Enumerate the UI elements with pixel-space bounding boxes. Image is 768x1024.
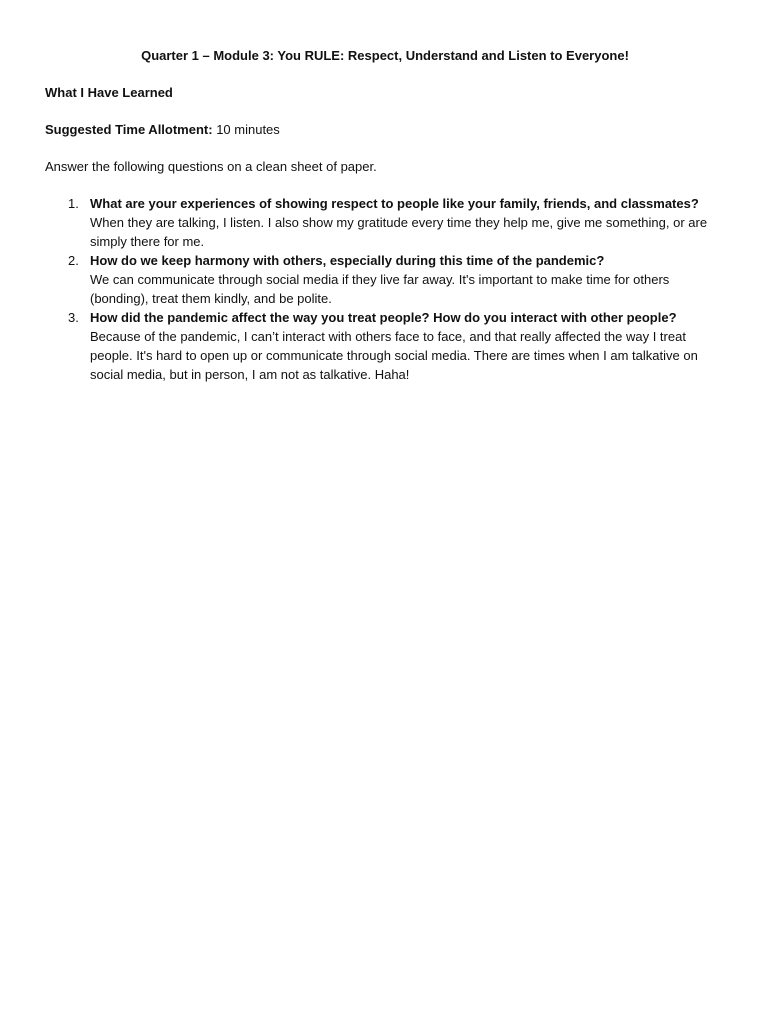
- answer-text: When they are talking, I listen. I also show my gratitude every time they help me, give me something, or are simply there for me.: [90, 215, 708, 249]
- question-number: 2.: [68, 253, 79, 268]
- question-text: How do we keep harmony with others, especially during this time of the pandemic?: [90, 253, 605, 268]
- time-allotment-value: 10 minutes: [212, 122, 280, 137]
- question-item: [45, 251, 725, 308]
- question-item: [45, 308, 725, 384]
- question-text: How did the pandemic affect the way you treat people? How do you interact with other people?: [90, 310, 677, 325]
- section-heading: What I Have Learned: [45, 85, 173, 100]
- time-allotment: [45, 120, 725, 139]
- answer-text: Because of the pandemic, I can’t interact with others face to face, and that really affected the way I treat people. It's hard to open up or communicate through social media. There are times when I am talkative on social media, but in person, I am not as talkative. Haha!: [90, 329, 698, 382]
- question-text: What are your experiences of showing respect to people like your family, friends, and classmates?: [90, 196, 699, 211]
- question-number: 3.: [68, 310, 79, 325]
- instructions: Answer the following questions on a clean sheet of paper.: [45, 159, 377, 174]
- document-title: Quarter 1 – Module 3: You RULE: Respect, Understand and Listen to Everyone!: [141, 48, 629, 63]
- time-allotment-label: Suggested Time Allotment:: [45, 122, 213, 137]
- answer-text: We can communicate through social media if they live far away. It's important to make time for others (bonding), treat them kindly, and be polite.: [90, 272, 670, 306]
- question-item: [45, 194, 725, 251]
- question-number: 1.: [68, 196, 79, 211]
- document-page: [45, 46, 725, 384]
- question-list: [45, 194, 725, 384]
